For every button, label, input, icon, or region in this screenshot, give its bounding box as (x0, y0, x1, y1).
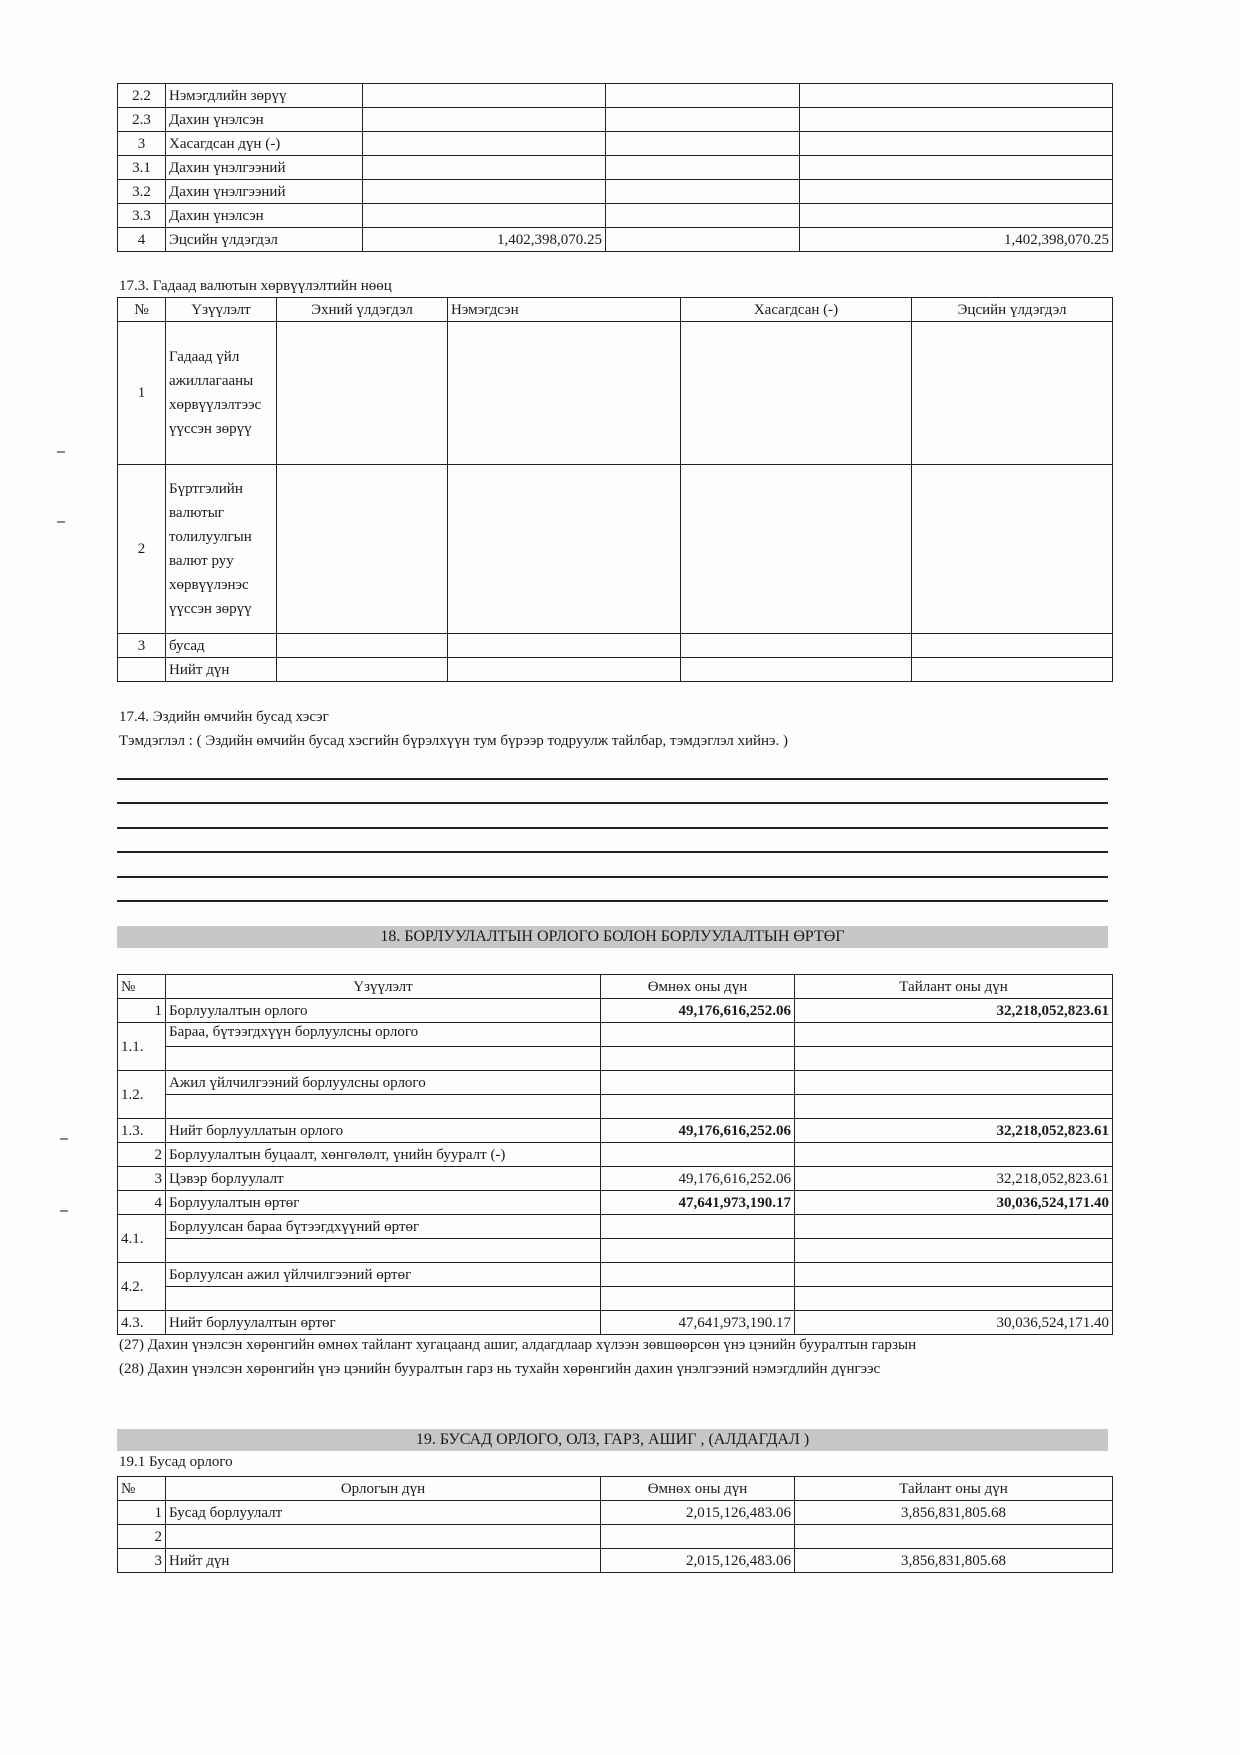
table-row (118, 1191, 1113, 1215)
current-year-amount: 3,856,831,805.68 (795, 1501, 1113, 1525)
table-row (118, 108, 1113, 132)
opening-balance (363, 84, 606, 108)
opening-balance (363, 204, 606, 228)
prev-year-amount: 47,641,973,190.17 (601, 1311, 795, 1335)
opening-balance (363, 156, 606, 180)
prev-year-amount: 49,176,616,252.06 (601, 1167, 795, 1191)
current-year-amount: 32,218,052,823.61 (795, 999, 1113, 1023)
table-row (118, 156, 1113, 180)
scan-mark (57, 451, 65, 453)
row-label: Бараа, бүтээгдхүүн борлуулсны орлого (166, 1023, 601, 1047)
row-label: Борлуулалтын өртөг (166, 1191, 601, 1215)
row-number: 3 (118, 1549, 166, 1573)
column-header: Тайлант оны дүн (795, 975, 1113, 999)
footnote-27: (27) Дахин үнэлсэн хөрөнгийн өмнөх тайлант хугацаанд ашиг, алдагдлаар хүлээн зөвшөөрсөн үнэ цэнийн бууралтын гарзын (119, 1337, 917, 1353)
row-number: 3.1 (118, 156, 166, 180)
column-header: Өмнөх оны дүн (601, 975, 795, 999)
current-year-amount (795, 1525, 1113, 1549)
closing-balance (800, 156, 1113, 180)
prev-year-amount: 49,176,616,252.06 (601, 999, 795, 1023)
blank-line (117, 900, 1108, 902)
table-18 (117, 974, 1113, 1335)
current-year-amount: 30,036,524,171.40 (795, 1191, 1113, 1215)
row-number: 3 (118, 1167, 166, 1191)
prev-year-amount (601, 1525, 795, 1549)
row-label: Нэмэгдлийн зөрүү (166, 84, 363, 108)
column-header: № (118, 298, 166, 322)
section-19-1-title: 19.1 Бусад орлого (119, 1454, 233, 1470)
closing-balance (912, 634, 1113, 658)
table-row (118, 1119, 1113, 1143)
row-label: Эцсийн үлдэгдэл (166, 228, 363, 252)
table-19-1 (117, 1476, 1113, 1573)
scan-mark (60, 1138, 68, 1140)
row-label: Нийт дүн (166, 1549, 601, 1573)
row-number: 3.2 (118, 180, 166, 204)
table-row (118, 132, 1113, 156)
table-header-row (118, 975, 1113, 999)
current-year-amount: 3,856,831,805.68 (795, 1549, 1113, 1573)
column-header: Үзүүлэлт (166, 298, 277, 322)
table-row (118, 1311, 1113, 1335)
row-number: 3.3 (118, 204, 166, 228)
table-row (118, 1263, 1113, 1287)
closing-balance (800, 204, 1113, 228)
row-number: 4.3. (118, 1311, 166, 1335)
table-row (118, 1023, 1113, 1047)
added-amount (606, 180, 800, 204)
table-17-2-tail (117, 83, 1113, 252)
prev-year-amount: 47,641,973,190.17 (601, 1191, 795, 1215)
footnote-28: (28) Дахин үнэлсэн хөрөнгийн үнэ цэнийн бууралтын гарз нь тухайн хөрөнгийн дахин үнэлгээний нэмэгдлийн дүнгээс (119, 1361, 881, 1377)
row-number: 3 (118, 132, 166, 156)
prev-year-amount (601, 1263, 795, 1287)
added-amount (606, 228, 800, 252)
row-number: 4 (118, 228, 166, 252)
row-number: 2.3 (118, 108, 166, 132)
column-header: Өмнөх оны дүн (601, 1477, 795, 1501)
table-row (118, 999, 1113, 1023)
closing-balance (800, 180, 1113, 204)
row-number: 4 (118, 1191, 166, 1215)
added-amount (606, 108, 800, 132)
row-number: 3 (118, 634, 166, 658)
row-label: Хасагдсан дүн (-) (166, 132, 363, 156)
row-number: 1 (118, 1501, 166, 1525)
blank-line (117, 876, 1108, 878)
current-year-amount: 32,218,052,823.61 (795, 1167, 1113, 1191)
closing-balance (912, 658, 1113, 682)
row-label: Ажил үйлчилгээний борлуулсны орлого (166, 1071, 601, 1095)
blank-line (117, 802, 1108, 804)
section-17-4-title: 17.4. Эздийн өмчийн бусад хэсэг (119, 709, 329, 725)
row-label: Борлуулсан бараа бүтээгдхүүний өртөг (166, 1215, 601, 1239)
added-amount (448, 658, 681, 682)
column-header: Тайлант оны дүн (795, 1477, 1113, 1501)
closing-balance (800, 132, 1113, 156)
table-row (118, 1071, 1113, 1095)
table-row (118, 322, 1113, 465)
added-amount (606, 204, 800, 228)
prev-year-amount (601, 1143, 795, 1167)
table-row (118, 658, 1113, 682)
table-row (118, 1215, 1113, 1239)
row-number: 1.2. (118, 1071, 166, 1119)
added-amount (448, 634, 681, 658)
column-header: № (118, 975, 166, 999)
scan-mark (60, 1210, 68, 1212)
opening-balance (277, 634, 448, 658)
row-number (118, 658, 166, 682)
row-number: 1.1. (118, 1023, 166, 1071)
opening-balance (363, 132, 606, 156)
opening-balance (277, 322, 448, 465)
table-row (118, 228, 1113, 252)
column-header: Үзүүлэлт (166, 975, 601, 999)
table-row (118, 1549, 1113, 1573)
table-row (118, 84, 1113, 108)
row-label: Дахин үнэлгээний (166, 156, 363, 180)
deducted-amount (681, 634, 912, 658)
prev-year-amount: 2,015,126,483.06 (601, 1549, 795, 1573)
added-amount (606, 84, 800, 108)
closing-balance (912, 322, 1113, 465)
table-row (118, 1501, 1113, 1525)
row-label: Нийт дүн (166, 658, 277, 682)
row-label: Бусад борлуулалт (166, 1501, 601, 1525)
column-header: Эхний үлдэгдэл (277, 298, 448, 322)
row-label (166, 1525, 601, 1549)
current-year-amount: 32,218,052,823.61 (795, 1119, 1113, 1143)
table-row (118, 204, 1113, 228)
table-row (118, 1143, 1113, 1167)
table-row (118, 1287, 1113, 1311)
row-label: Гадаад үйл ажиллагааны хөрвүүлэлтээс үүссэн зөрүү (166, 322, 277, 465)
table-row (118, 1167, 1113, 1191)
column-header: Хасагдсан (-) (681, 298, 912, 322)
current-year-amount (795, 1071, 1113, 1095)
row-number: 4.1. (118, 1215, 166, 1263)
row-label: Борлуулалтын буцаалт, хөнгөлөлт, үнийн бууралт (-) (166, 1143, 601, 1167)
current-year-amount (795, 1143, 1113, 1167)
row-label: Дахин үнэлгээний (166, 180, 363, 204)
closing-balance (912, 465, 1113, 634)
row-label: Дахин үнэлсэн (166, 108, 363, 132)
row-label: Борлуулсан ажил үйлчилгээний өртөг (166, 1263, 601, 1287)
table-row (118, 1239, 1113, 1263)
table-row (118, 180, 1113, 204)
table-row (118, 1525, 1113, 1549)
row-label: Бүртгэлийн валютыг толилуулгын валют руу хөрвүүлэнэс үүссэн зөрүү (166, 465, 277, 634)
added-amount (606, 132, 800, 156)
opening-balance (277, 658, 448, 682)
blank-line (117, 851, 1108, 853)
section-17-3-title: 17.3. Гадаад валютын хөрвүүлэлтийн нөөц (119, 278, 392, 294)
row-label: Борлуулалтын орлого (166, 999, 601, 1023)
opening-balance (363, 180, 606, 204)
prev-year-amount (601, 1071, 795, 1095)
row-number: 2 (118, 1525, 166, 1549)
table-17-3 (117, 297, 1113, 682)
prev-year-amount: 2,015,126,483.06 (601, 1501, 795, 1525)
closing-balance: 1,402,398,070.25 (800, 228, 1113, 252)
column-header: Эцсийн үлдэгдэл (912, 298, 1113, 322)
column-header: Нэмэгдсэн (448, 298, 681, 322)
table-row (118, 465, 1113, 634)
closing-balance (800, 84, 1113, 108)
row-number: 2 (118, 1143, 166, 1167)
deducted-amount (681, 322, 912, 465)
row-label: Дахин үнэлсэн (166, 204, 363, 228)
added-amount (448, 322, 681, 465)
blank-line (117, 778, 1108, 780)
row-label: бусад (166, 634, 277, 658)
section-17-4-note: Тэмдэглэл : ( Эздийн өмчийн бусад хэсгийн бүрэлхүүн тум бүрээр тодруулж тайлбар, тэмдэглэл хийнэ. ) (119, 733, 788, 749)
row-number: 4.2. (118, 1263, 166, 1311)
row-label: Нийт борлууллатын орлого (166, 1119, 601, 1143)
closing-balance (800, 108, 1113, 132)
column-header: № (118, 1477, 166, 1501)
blank-line (117, 827, 1108, 829)
prev-year-amount (601, 1023, 795, 1047)
current-year-amount (795, 1263, 1113, 1287)
table-row (118, 1047, 1113, 1071)
column-header: Орлогын дүн (166, 1477, 601, 1501)
table-header-row (118, 298, 1113, 322)
table-header-row (118, 1477, 1113, 1501)
current-year-amount: 30,036,524,171.40 (795, 1311, 1113, 1335)
opening-balance (363, 108, 606, 132)
added-amount (448, 465, 681, 634)
section-18-banner: 18. БОРЛУУЛАЛТЫН ОРЛОГО БОЛОН БОРЛУУЛАЛТЫН ӨРТӨГ (117, 926, 1108, 948)
row-label: Цэвэр борлуулалт (166, 1167, 601, 1191)
current-year-amount (795, 1023, 1113, 1047)
row-label: Нийт борлуулалтын өртөг (166, 1311, 601, 1335)
deducted-amount (681, 465, 912, 634)
current-year-amount (795, 1215, 1113, 1239)
opening-balance (277, 465, 448, 634)
row-number: 2 (118, 465, 166, 634)
section-19-banner: 19. БУСАД ОРЛОГО, ОЛЗ, ГАРЗ, АШИГ , (АЛДАГДАЛ ) (117, 1429, 1108, 1451)
table-row (118, 634, 1113, 658)
row-number: 1.3. (118, 1119, 166, 1143)
prev-year-amount (601, 1215, 795, 1239)
added-amount (606, 156, 800, 180)
deducted-amount (681, 658, 912, 682)
scan-mark (57, 521, 65, 523)
row-number: 2.2 (118, 84, 166, 108)
row-number: 1 (118, 322, 166, 465)
prev-year-amount: 49,176,616,252.06 (601, 1119, 795, 1143)
row-number: 1 (118, 999, 166, 1023)
table-row (118, 1095, 1113, 1119)
opening-balance: 1,402,398,070.25 (363, 228, 606, 252)
